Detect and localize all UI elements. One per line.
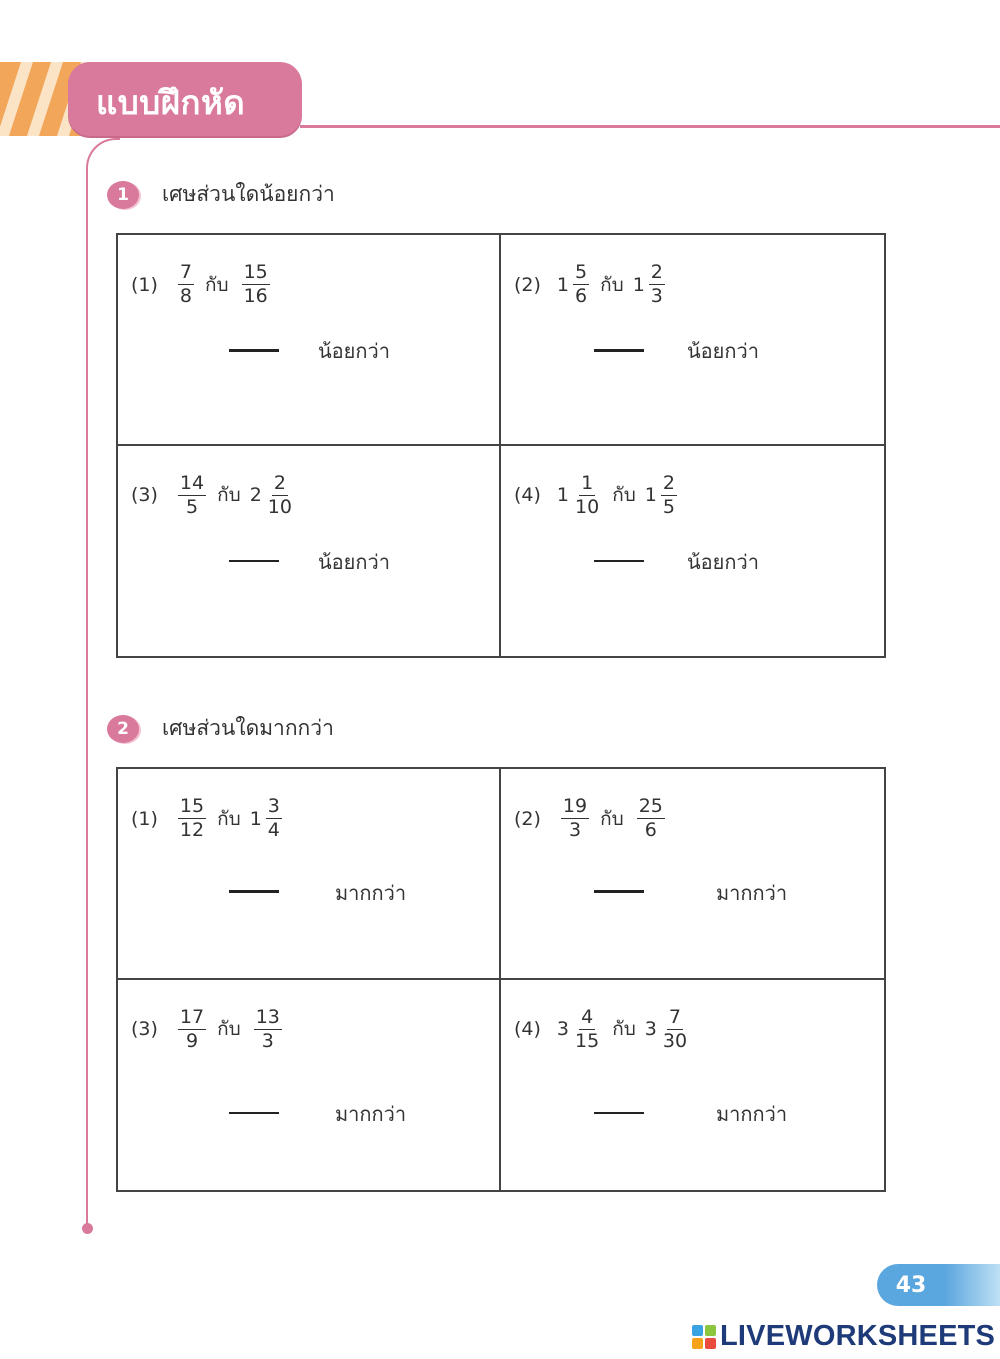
fraction-a: [573, 1005, 601, 1052]
problem-statement: [514, 797, 667, 840]
numerator: 19: [562, 795, 588, 817]
problem-cell: [118, 769, 501, 980]
answer-suffix: น้อยกว่า: [318, 339, 390, 363]
answer-suffix: มากกว่า: [716, 881, 788, 905]
denominator: 9: [185, 1029, 199, 1052]
problem-cell: [118, 235, 501, 446]
denominator: 8: [179, 285, 193, 307]
problem-label: (1): [131, 273, 158, 296]
denominator: 10: [575, 495, 600, 518]
problem-statement: [514, 263, 667, 306]
fraction-b: [266, 471, 294, 518]
page-title: แบบฝึกหัด: [96, 83, 246, 122]
numerator: 25: [638, 795, 663, 817]
connector-word: กับ: [600, 273, 624, 296]
problem-cell: [501, 769, 884, 980]
numerator: 3: [267, 795, 280, 817]
numerator: 15: [243, 261, 268, 283]
section-number-badge: 2: [107, 715, 139, 743]
page-number: 43: [895, 1272, 927, 1298]
connector-word: กับ: [217, 1018, 241, 1040]
numerator: 7: [179, 261, 193, 283]
connector-word: กับ: [600, 807, 624, 830]
fraction-b: [661, 1005, 689, 1052]
answer-blank[interactable]: [229, 349, 279, 352]
denominator: 10: [267, 495, 292, 518]
problem-statement: [131, 1005, 284, 1052]
denominator: 5: [662, 495, 675, 518]
whole-number: 1: [556, 484, 570, 506]
liveworksheets-logo: [692, 1320, 995, 1353]
fraction-a: [178, 471, 206, 518]
answer-blank[interactable]: [229, 1112, 279, 1115]
numerator: 2: [650, 261, 663, 283]
section-2-heading: [107, 712, 334, 745]
fraction-b: [637, 797, 665, 840]
answer-blank[interactable]: [594, 560, 644, 563]
answer-blank[interactable]: [229, 890, 279, 893]
denominator: 5: [185, 495, 199, 518]
numerator: 17: [179, 1005, 205, 1028]
numerator: 4: [581, 1005, 594, 1028]
problem-label: (2): [514, 273, 541, 296]
numerator: 5: [575, 261, 588, 283]
denominator: 30: [662, 1029, 688, 1052]
answer-suffix: น้อยกว่า: [687, 339, 759, 363]
numerator: 7: [668, 1005, 682, 1028]
fraction-a: [573, 263, 589, 306]
numerator: 2: [662, 471, 675, 494]
section-number-badge: 1: [107, 181, 139, 209]
fraction-a: [561, 797, 589, 840]
problem-cell: [501, 235, 884, 446]
problem-statement: [514, 471, 679, 518]
denominator: 3: [650, 285, 663, 307]
whole-number: 3: [556, 1018, 570, 1040]
problem-label: (4): [514, 484, 541, 506]
denominator: 6: [575, 285, 588, 307]
connector-word: กับ: [217, 484, 241, 506]
denominator: 4: [267, 819, 280, 841]
section-1-grid: [116, 233, 886, 658]
connector-word: กับ: [612, 484, 636, 506]
liveworksheets-icon: [692, 1325, 716, 1349]
fraction-b: [254, 1005, 282, 1052]
answer-suffix: น้อยกว่า: [318, 549, 390, 574]
connector-word: กับ: [217, 807, 241, 830]
section-title: เศษส่วนใดมากกว่า: [162, 716, 334, 740]
whole-number: 3: [644, 1018, 657, 1040]
problem-statement: [131, 797, 284, 840]
rail-end-dot: [82, 1223, 93, 1234]
fraction-b: [266, 797, 282, 840]
problem-cell: [501, 980, 884, 1191]
fraction-a: [178, 263, 194, 306]
denominator: 12: [179, 819, 205, 841]
whole-number: 1: [644, 484, 657, 506]
numerator: 2: [273, 471, 286, 494]
problem-label: (3): [131, 1018, 158, 1040]
numerator: 15: [179, 795, 205, 817]
problem-label: (3): [131, 484, 158, 506]
side-rail: [86, 138, 120, 1230]
problem-cell: [118, 446, 501, 657]
header-rule: [300, 125, 1000, 128]
fraction-b: [242, 263, 270, 306]
brand-name: LIVEWORKSHEETS: [720, 1320, 996, 1352]
denominator: 6: [644, 819, 657, 841]
answer-blank[interactable]: [229, 560, 279, 563]
section-1-heading: [107, 178, 335, 211]
problem-statement: [131, 471, 296, 518]
answer-suffix: มากกว่า: [716, 1101, 788, 1126]
answer-blank[interactable]: [594, 1112, 644, 1115]
whole-number: 1: [632, 273, 645, 296]
denominator: 15: [575, 1029, 600, 1052]
answer-blank[interactable]: [594, 349, 644, 352]
denominator: 3: [568, 819, 582, 841]
problem-label: (4): [514, 1018, 541, 1040]
problem-label: (1): [131, 807, 158, 830]
section-2-grid: [116, 767, 886, 1192]
fraction-a: [178, 797, 206, 840]
answer-suffix: น้อยกว่า: [687, 549, 759, 574]
whole-number: 1: [249, 807, 262, 830]
problem-statement: [131, 263, 272, 306]
problem-statement: [514, 1005, 691, 1052]
whole-number: 2: [249, 484, 262, 506]
fraction-a: [178, 1005, 206, 1052]
denominator: 3: [261, 1029, 274, 1052]
problem-cell: [118, 980, 501, 1191]
fraction-a: [573, 471, 601, 518]
denominator: 16: [243, 285, 268, 307]
section-title: เศษส่วนใดน้อยกว่า: [162, 182, 335, 206]
fraction-b: [661, 471, 677, 518]
problem-label: (2): [514, 807, 541, 830]
whole-number: 1: [556, 273, 570, 296]
answer-blank[interactable]: [594, 890, 644, 893]
answer-suffix: มากกว่า: [335, 1101, 407, 1126]
fraction-b: [649, 263, 665, 306]
numerator: 14: [179, 471, 205, 494]
connector-word: กับ: [205, 273, 229, 296]
numerator: 1: [581, 471, 594, 494]
problem-cell: [501, 446, 884, 657]
numerator: 13: [255, 1005, 280, 1028]
answer-suffix: มากกว่า: [335, 881, 407, 905]
connector-word: กับ: [612, 1018, 636, 1040]
